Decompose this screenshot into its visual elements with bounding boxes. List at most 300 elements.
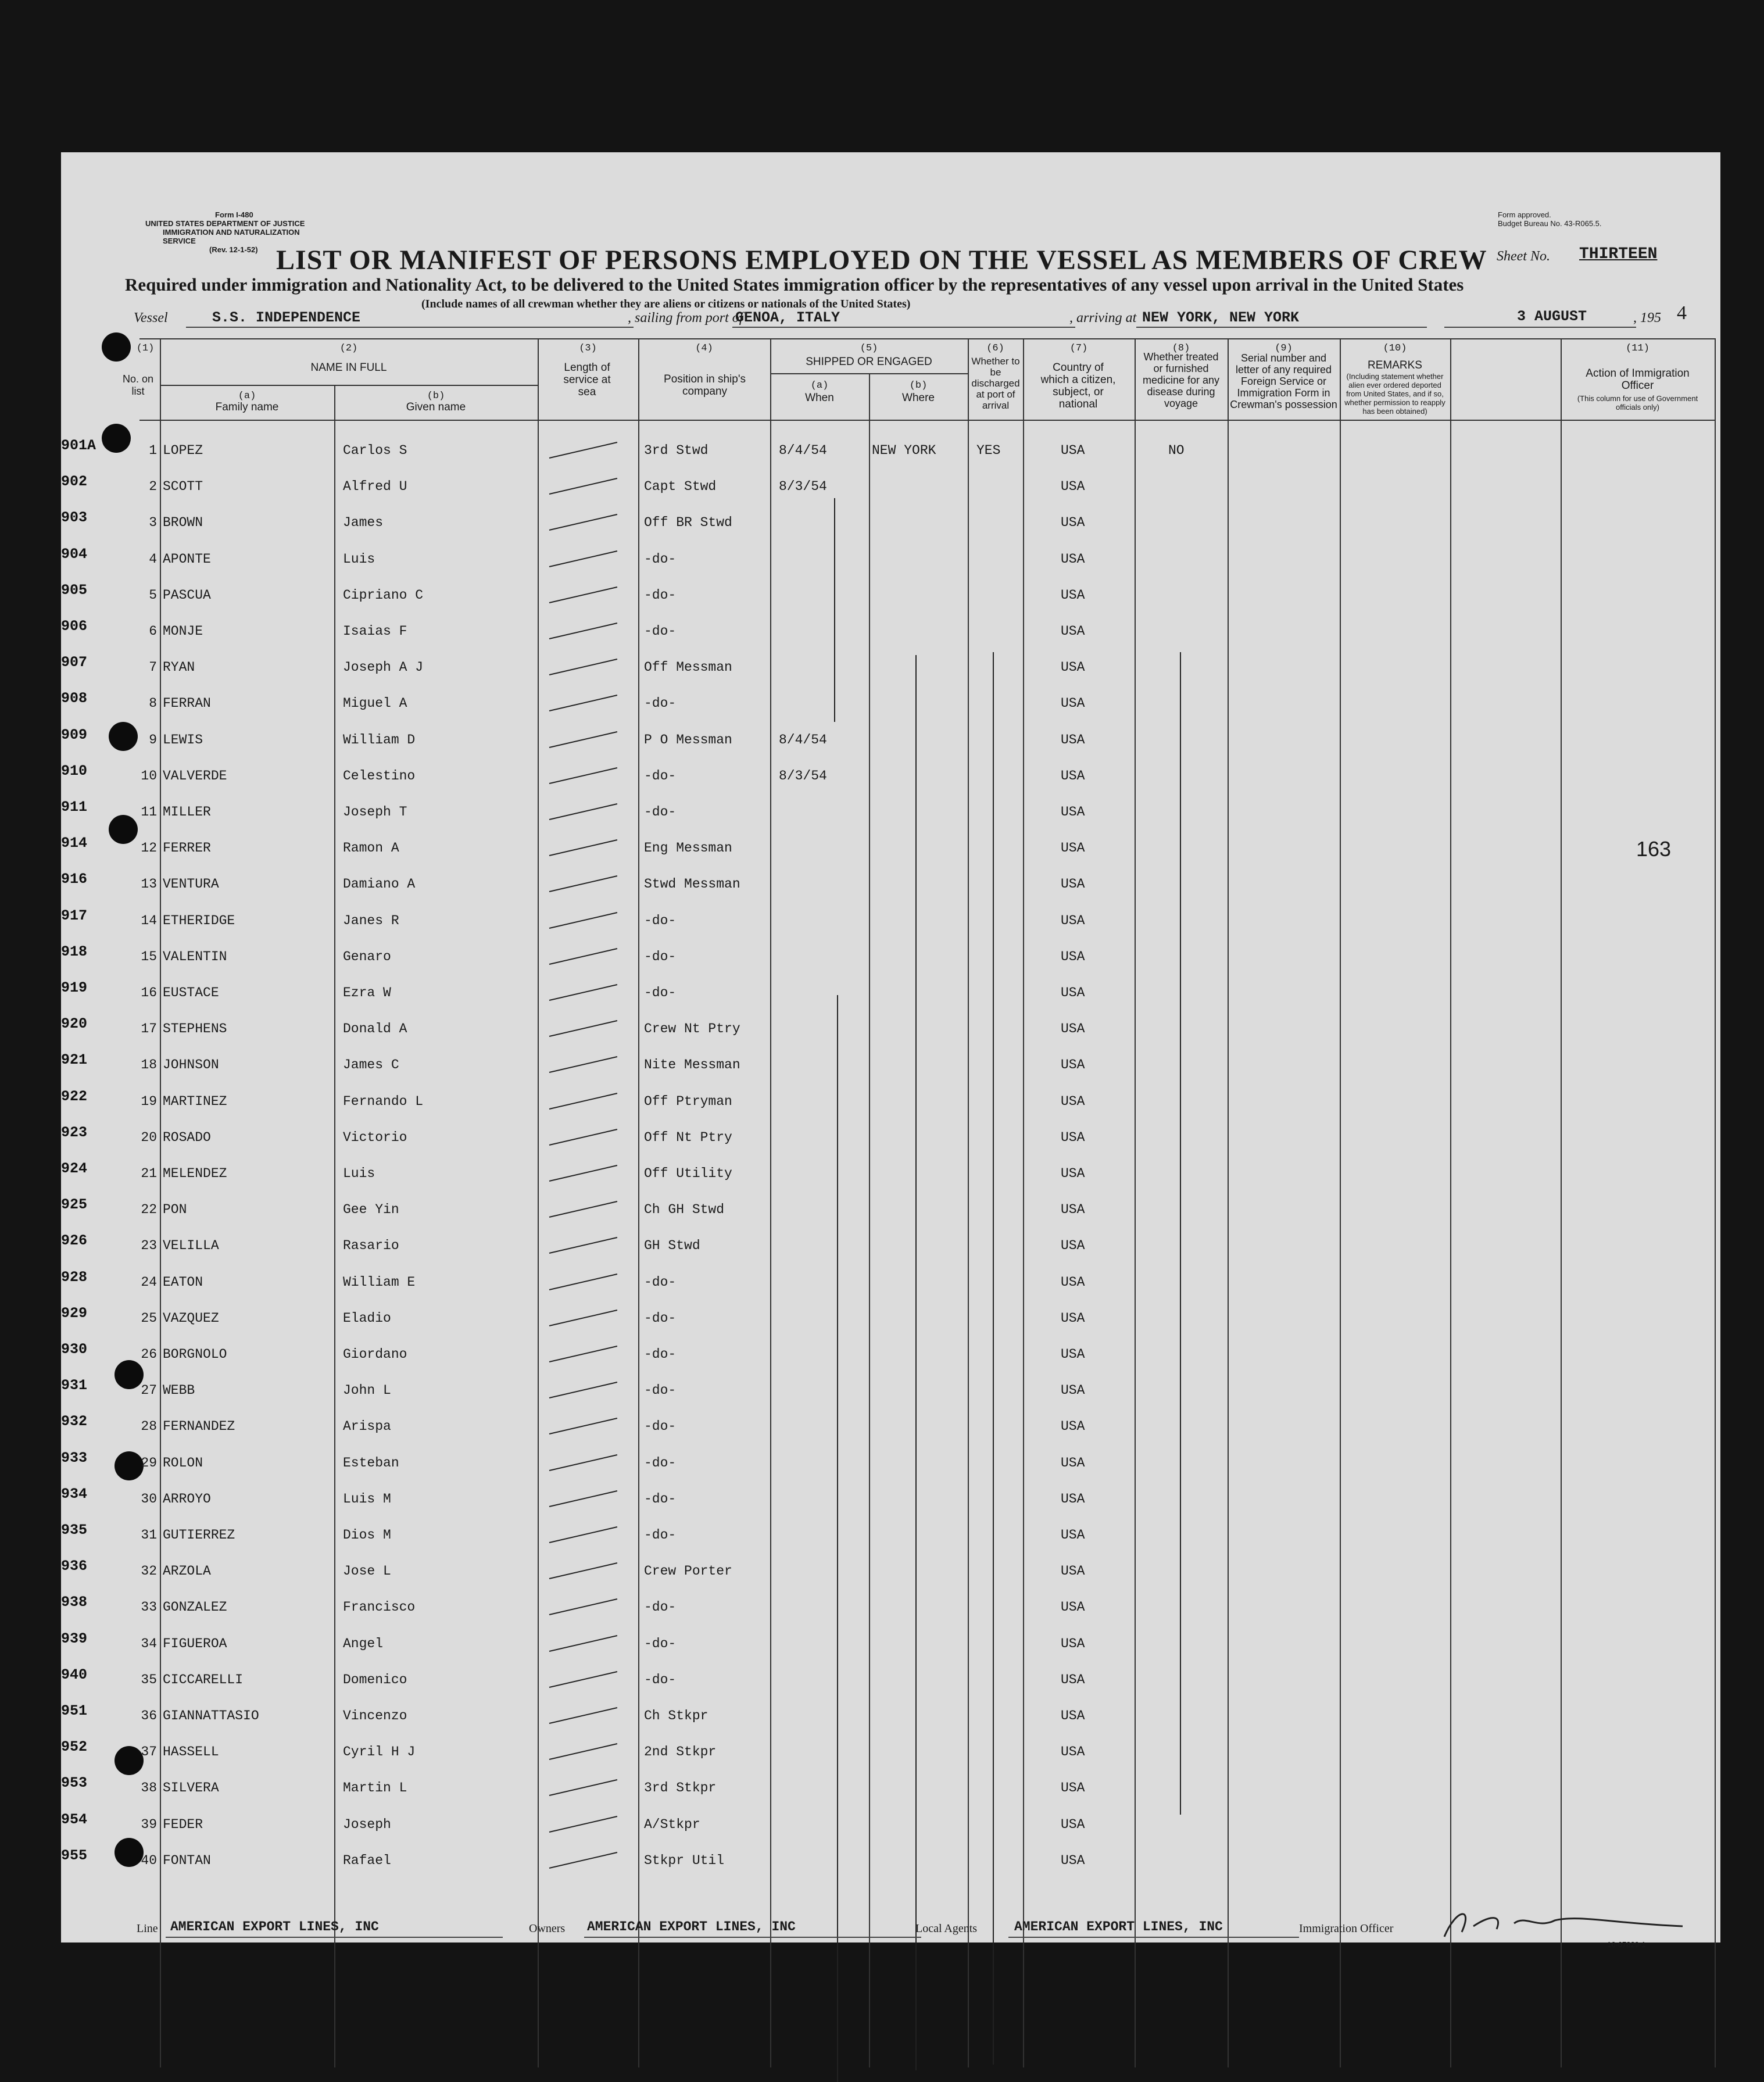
row-reference-number: 909 <box>61 726 88 743</box>
row-given: Ezra W <box>343 985 391 1000</box>
service-length-mark <box>549 586 617 603</box>
row-country: USA <box>1061 696 1085 711</box>
print-code: 16-67829-1 <box>1607 1940 1646 1949</box>
row-given: Joseph T <box>343 804 407 820</box>
row-no: 34 <box>141 1636 157 1651</box>
ditto-stroke <box>993 652 994 2065</box>
row-given: Alfred U <box>343 479 407 495</box>
row-no: 5 <box>149 587 157 603</box>
row-no: 1 <box>149 443 157 458</box>
service-length-mark <box>549 1237 617 1254</box>
row-position: -do- <box>644 1636 677 1651</box>
line-label: Line <box>137 1922 158 1935</box>
row-no: 8 <box>149 696 157 711</box>
row-country: USA <box>1061 1491 1085 1507</box>
service-length-mark <box>549 1707 617 1724</box>
row-position: -do- <box>644 1491 677 1507</box>
row-no: 12 <box>141 840 157 856</box>
row-given: Luis <box>343 551 375 567</box>
agents-label: Local Agents <box>915 1922 978 1935</box>
col8-heading: Whether treated or furnished medicine for any disease during voyage <box>1142 351 1220 409</box>
sailing-label: , sailing from port of <box>628 310 743 325</box>
row-country: USA <box>1061 1238 1085 1254</box>
col1-heading: No. on list <box>122 373 154 397</box>
col5-number: (5) <box>860 343 878 354</box>
row-country: USA <box>1061 1744 1085 1760</box>
row-no: 39 <box>141 1816 157 1832</box>
row-country: USA <box>1061 1455 1085 1471</box>
col5b-heading: Where <box>902 392 935 404</box>
service-length-mark <box>549 1346 617 1362</box>
row-given: Donald A <box>343 1021 407 1037</box>
row-no: 4 <box>149 551 157 567</box>
row-family: VALVERDE <box>163 768 227 784</box>
service-length-mark <box>549 442 617 459</box>
row-family: VALENTIN <box>163 949 227 964</box>
row-country: USA <box>1061 985 1085 1000</box>
row-reference-number: 924 <box>61 1160 88 1177</box>
sailing-port: GENOA, ITALY <box>735 309 840 326</box>
row-family: JOHNSON <box>163 1057 219 1073</box>
row-country: USA <box>1061 1816 1085 1832</box>
col6-number: (6) <box>986 343 1004 354</box>
row-position: Off BR Stwd <box>644 515 732 531</box>
row-country: USA <box>1061 1383 1085 1398</box>
row-reference-number: 930 <box>61 1341 88 1358</box>
col2a-heading: Family name <box>215 401 279 413</box>
service-length-mark <box>549 1816 617 1833</box>
row-position: 2nd Stkpr <box>644 1744 717 1760</box>
ditto-stroke <box>834 498 835 722</box>
vessel-label: Vessel <box>134 310 168 325</box>
row-reference-number: 935 <box>61 1522 88 1539</box>
row-given: Celestino <box>343 768 416 784</box>
row-reference-number: 931 <box>61 1377 88 1394</box>
service-length-mark <box>549 1671 617 1688</box>
row-no: 23 <box>141 1238 157 1254</box>
ditto-stroke <box>915 655 917 2070</box>
row-reference-number: 951 <box>61 1702 88 1719</box>
row-given: Esteban <box>343 1455 399 1471</box>
row-family: FERRER <box>163 840 211 856</box>
row-position: A/Stkpr <box>644 1816 700 1832</box>
row-position: -do- <box>644 1600 677 1615</box>
row-reference-number: 939 <box>61 1630 88 1647</box>
row-position: Eng Messman <box>644 840 732 856</box>
service-length-mark <box>549 478 617 495</box>
row-position: Off Messman <box>644 660 732 675</box>
row-position: Stkpr Util <box>644 1852 725 1868</box>
row-reference-number: 903 <box>61 509 88 527</box>
row-reference-number: 932 <box>61 1413 88 1430</box>
row-reference-number: 914 <box>61 835 88 852</box>
row-when: 8/4/54 <box>779 732 827 747</box>
col5b-letter: (b) <box>909 380 928 391</box>
service-length-mark <box>549 514 617 531</box>
row-where: NEW YORK <box>872 443 936 458</box>
row-no: 40 <box>141 1852 157 1868</box>
service-length-mark <box>549 1165 617 1182</box>
row-reference-number: 910 <box>61 762 88 779</box>
row-given: Fernando L <box>343 1093 424 1109</box>
row-given: John L <box>343 1383 391 1398</box>
row-position: -do- <box>644 551 677 567</box>
row-family: FERRAN <box>163 696 211 711</box>
col10-heading: REMARKS <box>1368 359 1422 371</box>
service-length-mark <box>549 1201 617 1218</box>
row-country: USA <box>1061 1057 1085 1073</box>
row-no: 11 <box>141 804 157 820</box>
row-reference-number: 953 <box>61 1775 88 1792</box>
row-no: 21 <box>141 1166 157 1181</box>
row-family: VAZQUEZ <box>163 1310 219 1326</box>
row-no: 26 <box>141 1347 157 1362</box>
row-reference-number: 901A <box>61 437 96 454</box>
row-reference-number: 922 <box>61 1087 88 1105</box>
row-given: William E <box>343 1274 416 1290</box>
service-length-mark <box>549 984 617 1001</box>
col11-subheading: (This column for use of Government officials only) <box>1577 394 1698 412</box>
col10-number: (10) <box>1383 343 1407 354</box>
row-position: Off Ptryman <box>644 1093 732 1109</box>
row-no: 24 <box>141 1274 157 1290</box>
row-family: PON <box>163 1202 187 1218</box>
service-length-mark <box>549 948 617 965</box>
service-length-mark <box>549 912 617 929</box>
row-reference-number: 955 <box>61 1847 88 1864</box>
row-given: Joseph A J <box>343 660 424 675</box>
row-country: USA <box>1061 1021 1085 1037</box>
service-length-mark <box>549 1418 617 1434</box>
col2b-heading: Given name <box>406 401 466 413</box>
col9-heading: Serial number and letter of any required Foreign Service or Immigration Form in Crewman's possession <box>1230 352 1337 410</box>
owners-value: AMERICAN EXPORT LINES, INC <box>587 1919 796 1934</box>
service-length-mark <box>549 550 617 567</box>
row-position: Capt Stwd <box>644 479 717 495</box>
row-when: 8/3/54 <box>779 768 827 784</box>
row-given: Cipriano C <box>343 587 424 603</box>
punch-hole <box>109 815 138 844</box>
row-reference-number: 907 <box>61 654 88 671</box>
row-country: USA <box>1061 1672 1085 1687</box>
row-no: 29 <box>141 1455 157 1471</box>
row-family: MILLER <box>163 804 211 820</box>
row-family: ROLON <box>163 1455 203 1471</box>
col7-number: (7) <box>1069 343 1088 354</box>
row-position: -do- <box>644 1310 677 1326</box>
col6-heading: Whether to be discharged at port of arrival <box>971 356 1020 411</box>
row-country: USA <box>1061 913 1085 928</box>
arrival-date: 3 AUGUST <box>1517 308 1587 325</box>
row-given: Janes R <box>343 913 399 928</box>
year-digit: 4 <box>1677 302 1687 324</box>
row-no: 15 <box>141 949 157 964</box>
row-no: 18 <box>141 1057 157 1073</box>
row-family: MONJE <box>163 624 203 639</box>
service-length-mark <box>549 695 617 711</box>
row-when: 8/3/54 <box>779 479 827 495</box>
line-value: AMERICAN EXPORT LINES, INC <box>170 1919 379 1934</box>
row-reference-number: 923 <box>61 1124 88 1141</box>
col9-number: (9) <box>1275 343 1293 354</box>
row-country: USA <box>1061 551 1085 567</box>
row-no: 6 <box>149 624 157 639</box>
row-no: 3 <box>149 515 157 531</box>
row-country: USA <box>1061 624 1085 639</box>
row-country: USA <box>1061 1527 1085 1543</box>
col8-number: (8) <box>1172 343 1190 354</box>
manifest-footer <box>61 1913 1720 1949</box>
service-length-mark <box>549 875 617 892</box>
row-reference-number: 933 <box>61 1449 88 1466</box>
service-length-mark <box>549 1490 617 1507</box>
service-length-mark <box>549 623 617 639</box>
row-country: USA <box>1061 1780 1085 1796</box>
manifest-title: LIST OR MANIFEST OF PERSONS EMPLOYED ON THE VESSEL AS MEMBERS OF CREW <box>276 245 1487 276</box>
row-no: 32 <box>141 1564 157 1579</box>
row-no: 19 <box>141 1093 157 1109</box>
row-family: FIGUEROA <box>163 1636 227 1651</box>
row-position: P O Messman <box>644 732 732 747</box>
sheet-number: THIRTEEN <box>1579 245 1658 263</box>
arrival-port: NEW YORK, NEW YORK <box>1142 309 1300 326</box>
row-position: -do- <box>644 913 677 928</box>
row-no: 10 <box>141 768 157 784</box>
row-given: Damiano A <box>343 877 416 892</box>
col10-subheading: (Including statement whether alien ever ordered deported from United States, and if so, whether permission to reapply has been obtained) <box>1344 372 1445 416</box>
row-family: HASSELL <box>163 1744 219 1760</box>
manifest-sheet <box>61 152 1720 1949</box>
row-given: Rafael <box>343 1852 391 1868</box>
row-reference-number: 908 <box>61 690 88 707</box>
row-given: Genaro <box>343 949 391 964</box>
row-position: -do- <box>644 949 677 964</box>
service-length-mark <box>549 1852 617 1869</box>
row-country: USA <box>1061 732 1085 747</box>
row-given: Carlos S <box>343 443 407 458</box>
row-reference-number: 928 <box>61 1268 88 1286</box>
row-country: USA <box>1061 1419 1085 1434</box>
row-family: WEBB <box>163 1383 195 1398</box>
row-no: 31 <box>141 1527 157 1543</box>
row-family: STEPHENS <box>163 1021 227 1037</box>
row-country: USA <box>1061 1129 1085 1145</box>
row-reference-number: 916 <box>61 871 88 888</box>
row-family: RYAN <box>163 660 195 675</box>
row-given: William D <box>343 732 416 747</box>
service-length-mark <box>549 1310 617 1326</box>
row-position: -do- <box>644 624 677 639</box>
row-no: 9 <box>149 732 157 747</box>
row-position: -do- <box>644 587 677 603</box>
row-family: LOPEZ <box>163 443 203 458</box>
row-no: 14 <box>141 913 157 928</box>
row-given: Victorio <box>343 1129 407 1145</box>
row-family: BORGNOLO <box>163 1347 227 1362</box>
row-reference-number: 926 <box>61 1232 88 1250</box>
row-reference-number: 920 <box>61 1015 88 1033</box>
row-country: USA <box>1061 515 1085 531</box>
row-position: Ch Stkpr <box>644 1708 709 1723</box>
row-family: ETHERIDGE <box>163 913 235 928</box>
row-family: VENTURA <box>163 877 219 892</box>
row-country: USA <box>1061 877 1085 892</box>
owners-label: Owners <box>529 1922 566 1935</box>
service-length-mark <box>549 1598 617 1615</box>
row-medicine: NO <box>1168 443 1185 458</box>
sheet-label: Sheet No. <box>1497 249 1550 264</box>
row-reference-number: 934 <box>61 1485 88 1503</box>
row-position: -do- <box>644 768 677 784</box>
row-no: 25 <box>141 1310 157 1326</box>
col3-heading: Length of service at sea <box>563 362 611 398</box>
service-length-mark <box>549 1779 617 1796</box>
row-no: 16 <box>141 985 157 1000</box>
row-family: GUTIERREZ <box>163 1527 235 1543</box>
manifest-note: (Include names of all crewman whether they are aliens or citizens or nationals of the United States) <box>421 298 911 310</box>
row-reference-number: 911 <box>61 799 88 815</box>
row-country: USA <box>1061 1093 1085 1109</box>
row-no: 37 <box>141 1744 157 1760</box>
row-position: 3rd Stkpr <box>644 1780 717 1796</box>
service-length-mark <box>549 1273 617 1290</box>
row-given: Cyril H J <box>343 1744 416 1760</box>
row-family: MARTINEZ <box>163 1093 227 1109</box>
row-given: Angel <box>343 1636 384 1651</box>
ditto-stroke <box>1180 652 1181 1815</box>
row-country: USA <box>1061 840 1085 856</box>
row-position: -do- <box>644 804 677 820</box>
row-country: USA <box>1061 443 1085 458</box>
row-no: 17 <box>141 1021 157 1037</box>
row-family: APONTE <box>163 551 211 567</box>
service-length-mark <box>549 1093 617 1110</box>
form-identification: Form I-480 UNITED STATES DEPARTMENT OF JUSTICE IMMIGRATION AND NATURALIZATION SERVICE (Rev. 12-1-52) <box>145 210 305 254</box>
row-given: Giordano <box>343 1347 407 1362</box>
row-position: Crew Nt Ptry <box>644 1021 740 1037</box>
service-length-mark <box>549 731 617 748</box>
form-approval: Form approved. Budget Bureau No. 43-R065.5. <box>1498 210 1602 228</box>
row-position: 3rd Stwd <box>644 443 709 458</box>
row-family: SCOTT <box>163 479 203 495</box>
col4-number: (4) <box>695 343 713 354</box>
row-country: USA <box>1061 768 1085 784</box>
row-family: CICCARELLI <box>163 1672 244 1687</box>
row-family: BROWN <box>163 515 203 531</box>
row-country: USA <box>1061 1852 1085 1868</box>
service-length-mark <box>549 767 617 784</box>
row-family: MELENDEZ <box>163 1166 227 1181</box>
row-family: FERNANDEZ <box>163 1419 235 1434</box>
row-family: ROSADO <box>163 1129 211 1145</box>
row-position: -do- <box>644 1383 677 1398</box>
row-family: EUSTACE <box>163 985 219 1000</box>
row-reference-number: 921 <box>61 1051 88 1069</box>
row-no: 33 <box>141 1600 157 1615</box>
punch-hole <box>109 722 138 751</box>
col4-heading: Position in ship's company <box>664 373 746 398</box>
row-position: GH Stwd <box>644 1238 700 1254</box>
col5-heading: SHIPPED OR ENGAGED <box>806 356 932 368</box>
row-family: FONTAN <box>163 1852 211 1868</box>
row-position: Nite Messman <box>644 1057 740 1073</box>
row-family: LEWIS <box>163 732 203 747</box>
row-position: -do- <box>644 696 677 711</box>
row-position: Ch GH Stwd <box>644 1202 725 1218</box>
row-given: Luis M <box>343 1491 391 1507</box>
row-given: Vincenzo <box>343 1708 407 1723</box>
service-length-mark <box>549 1743 617 1760</box>
row-family: GIANNATTASIO <box>163 1708 259 1723</box>
col2b-letter: (b) <box>427 391 445 402</box>
row-reference-number: 938 <box>61 1594 88 1611</box>
col11-number: (11) <box>1626 343 1649 354</box>
row-given: Gee Yin <box>343 1202 399 1218</box>
row-reference-number: 902 <box>61 473 88 491</box>
row-discharged: YES <box>976 443 1001 458</box>
row-country: USA <box>1061 949 1085 964</box>
row-when: 8/4/54 <box>779 443 827 458</box>
row-family: ARZOLA <box>163 1564 211 1579</box>
punch-hole <box>102 424 131 453</box>
col2-heading: NAME IN FULL <box>310 362 387 374</box>
row-position: -do- <box>644 1274 677 1290</box>
col3-number: (3) <box>579 343 597 354</box>
row-no: 2 <box>149 479 157 495</box>
service-length-mark <box>549 1056 617 1073</box>
row-reference-number: 905 <box>61 581 88 599</box>
service-length-mark <box>549 659 617 675</box>
crew-table <box>61 338 1715 2067</box>
col5a-letter: (a) <box>810 380 829 391</box>
row-given: Rasario <box>343 1238 399 1254</box>
row-family: VELILLA <box>163 1238 219 1254</box>
row-given: Martin L <box>343 1780 407 1796</box>
service-length-mark <box>549 1454 617 1471</box>
row-reference-number: 940 <box>61 1666 88 1683</box>
row-position: -do- <box>644 1455 677 1471</box>
row-country: USA <box>1061 1347 1085 1362</box>
row-no: 30 <box>141 1491 157 1507</box>
row-country: USA <box>1061 804 1085 820</box>
row-family: PASCUA <box>163 587 211 603</box>
row-reference-number: 906 <box>61 618 88 635</box>
row-given: Jose L <box>343 1564 391 1579</box>
row-no: 20 <box>141 1129 157 1145</box>
arriving-label: , arriving at <box>1069 310 1137 325</box>
row-country: USA <box>1061 660 1085 675</box>
service-length-mark <box>549 1526 617 1543</box>
row-reference-number: 936 <box>61 1558 88 1575</box>
row-country: USA <box>1061 1600 1085 1615</box>
row-given: James <box>343 515 384 531</box>
row-no: 35 <box>141 1672 157 1687</box>
service-length-mark <box>549 1562 617 1579</box>
row-reference-number: 952 <box>61 1738 88 1756</box>
row-given: Arispa <box>343 1419 391 1434</box>
row-no: 38 <box>141 1780 157 1796</box>
row-no: 22 <box>141 1202 157 1218</box>
row-given: Isaias F <box>343 624 407 639</box>
row-given: Ramon A <box>343 840 399 856</box>
row-position: -do- <box>644 1672 677 1687</box>
row-reference-number: 904 <box>61 545 88 563</box>
col1-number: (1) <box>136 343 155 354</box>
officer-label: Immigration Officer <box>1299 1922 1394 1935</box>
row-position: -do- <box>644 1347 677 1362</box>
row-family: ARROYO <box>163 1491 211 1507</box>
row-given: Domenico <box>343 1672 407 1687</box>
